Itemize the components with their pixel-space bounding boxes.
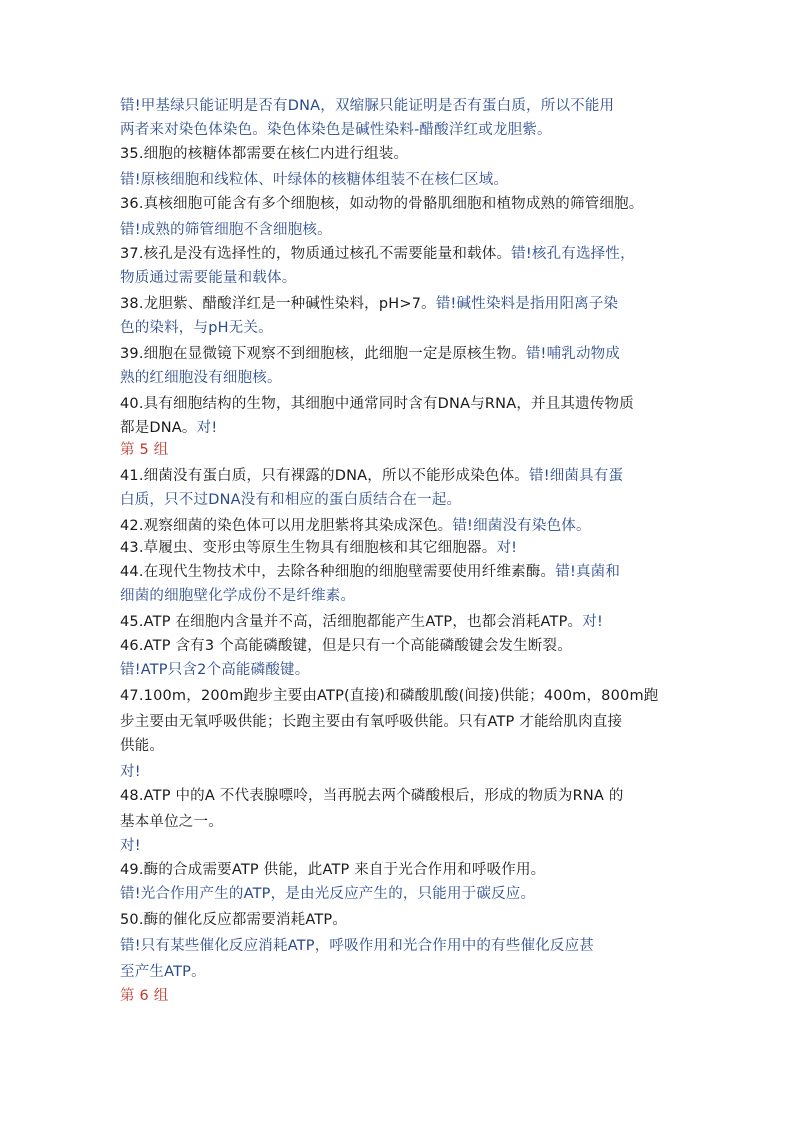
question-text: 38.龙胆紫、醋酸洋红是一种碱性染料，pH>7。 [120,296,436,312]
question-text: 37.核孔是没有选择性的，物质通过核孔不需要能量和载体。 [120,246,512,262]
text-line [120,268,296,288]
text-line [120,962,206,982]
text-line [120,660,309,680]
group-heading: 第 6 组 [120,988,169,1004]
text-line [120,910,347,930]
answer-text: 色的染料，与pH无关。 [120,320,273,336]
text-line [120,170,508,190]
answer-text: 错!哺乳动物成 [525,346,621,362]
answer-text: 对! [496,540,518,556]
text-line [120,936,594,956]
text-line [120,636,572,656]
text-line [120,120,552,140]
text-line [120,318,273,338]
text-line [120,836,141,856]
question-text: 47.100m，200m跑步主要由ATP(直接)和磷酸肌酸(间接)供能；400m，800m跑 [120,688,659,704]
question-text: 46.ATP 含有3 个高能磷酸键，但是只有一个高能磷酸键会发生断裂。 [120,638,572,654]
question-text: 供能。 [120,738,165,754]
text-line [120,220,332,240]
question-text: 44.在现代生物技术中，去除各种细胞的细胞壁需要使用纤维素酶。 [120,564,556,580]
text-line [120,686,658,706]
answer-text: 对! [120,838,141,854]
answer-text: 错!成熟的筛管细胞不含细胞核。 [120,222,332,238]
text-line [120,812,223,832]
text-line [120,786,624,806]
answer-text: 错!细菌没有染色体。 [452,518,591,534]
text-line [120,490,461,510]
answer-text: 错!ATP只含2个高能磷酸键。 [120,662,310,678]
text-line [120,612,603,632]
group-heading: 第 5 组 [120,442,169,458]
text-line [120,562,620,582]
text-line [120,418,217,438]
text-line [120,538,517,558]
question-text: 48.ATP 中的A 不代表腺嘌呤，当再脱去两个磷酸根后，形成的物质为RNA 的 [120,788,624,804]
question-text: 45.ATP 在细胞内含量并不高，活细胞都能产生ATP，也都会消耗ATP。 [120,614,583,630]
answer-text: 错!光合作用产生的ATP，是由光反应产生的，只能用于碳反应。 [120,886,536,902]
text-line [120,860,545,880]
question-text: 都是DNA。 [120,420,197,436]
text-line [120,96,614,116]
answer-text: 物质通过需要能量和载体。 [120,270,297,286]
question-text: 36.真核细胞可能含有多个细胞核，如动物的骨骼肌细胞和植物成熟的筛管细胞。 [120,196,644,212]
answer-text: 错!细菌具有蛋 [529,468,624,484]
question-text: 步主要由无氧呼吸供能；长跑主要由有氧呼吸供能。只有ATP 才能给肌肉直接 [120,714,623,730]
question-text: 41.细菌没有蛋白质，只有裸露的DNA，所以不能形成染色体。 [120,468,529,484]
text-line [120,712,622,732]
question-text: 35.细胞的核糖体都需要在核仁内进行组装。 [120,146,409,162]
text-line [120,762,141,782]
text-line [120,394,634,414]
answer-text: 错!只有某些催化反应消耗ATP，呼吸作用和光合作用中的有些催化反应甚 [120,938,595,954]
text-line [120,986,168,1006]
answer-text: 错!核孔有选择性， [511,246,635,262]
question-text: 40.具有细胞结构的生物，其细胞中通常同时含有DNA与RNA，并且其遗传物质 [120,396,634,412]
answer-text: 细菌的细胞壁化学成份不是纤维素。 [120,588,356,604]
text-line [120,586,355,606]
answer-text: 两者来对染色体染色。染色体染色是碱性染料-醋酸洋红或龙胆紫。 [120,122,552,138]
question-text: 43.草履虫、变形虫等原生生物具有细胞核和其它细胞器。 [120,540,497,556]
answer-text: 熟的红细胞没有细胞核。 [120,370,282,386]
question-text: 39.细胞在显微镜下观察不到细胞核，此细胞一定是原核生物。 [120,346,526,362]
text-line [120,884,535,904]
answer-text: 错!原核细胞和线粒体、叶绿体的核糖体组装不在核仁区域。 [120,172,509,188]
question-text: 42.观察细菌的染色体可以用龙胆紫将其染成深色。 [120,518,453,534]
answer-text: 错!真菌和 [555,564,621,580]
answer-text: 对! [120,764,141,780]
text-line [120,244,635,264]
answer-text: 对! [582,614,603,630]
answer-text: 白质，只不过DNA没有和相应的蛋白质结合在一起。 [120,492,462,508]
answer-text: 错!甲基绿只能证明是否有DNA，双缩脲只能证明是否有蛋白质，所以不能用 [120,98,615,114]
text-line [120,516,591,536]
text-line [120,736,164,756]
text-line [120,368,282,388]
text-line [120,194,643,214]
answer-text: 至产生ATP。 [120,964,206,980]
question-text: 基本单位之一。 [120,814,223,830]
text-line [120,144,408,164]
text-line [120,466,623,486]
text-line [120,344,620,364]
question-text: 50.酶的催化反应都需要消耗ATP。 [120,912,348,928]
question-text: 49.酶的合成需要ATP 供能，此ATP 来自于光合作用和呼吸作用。 [120,862,546,878]
answer-text: 错!碱性染料是指用阳离子染 [435,296,619,312]
text-line [120,294,618,314]
answer-text: 对! [196,420,218,436]
text-line [120,440,168,460]
